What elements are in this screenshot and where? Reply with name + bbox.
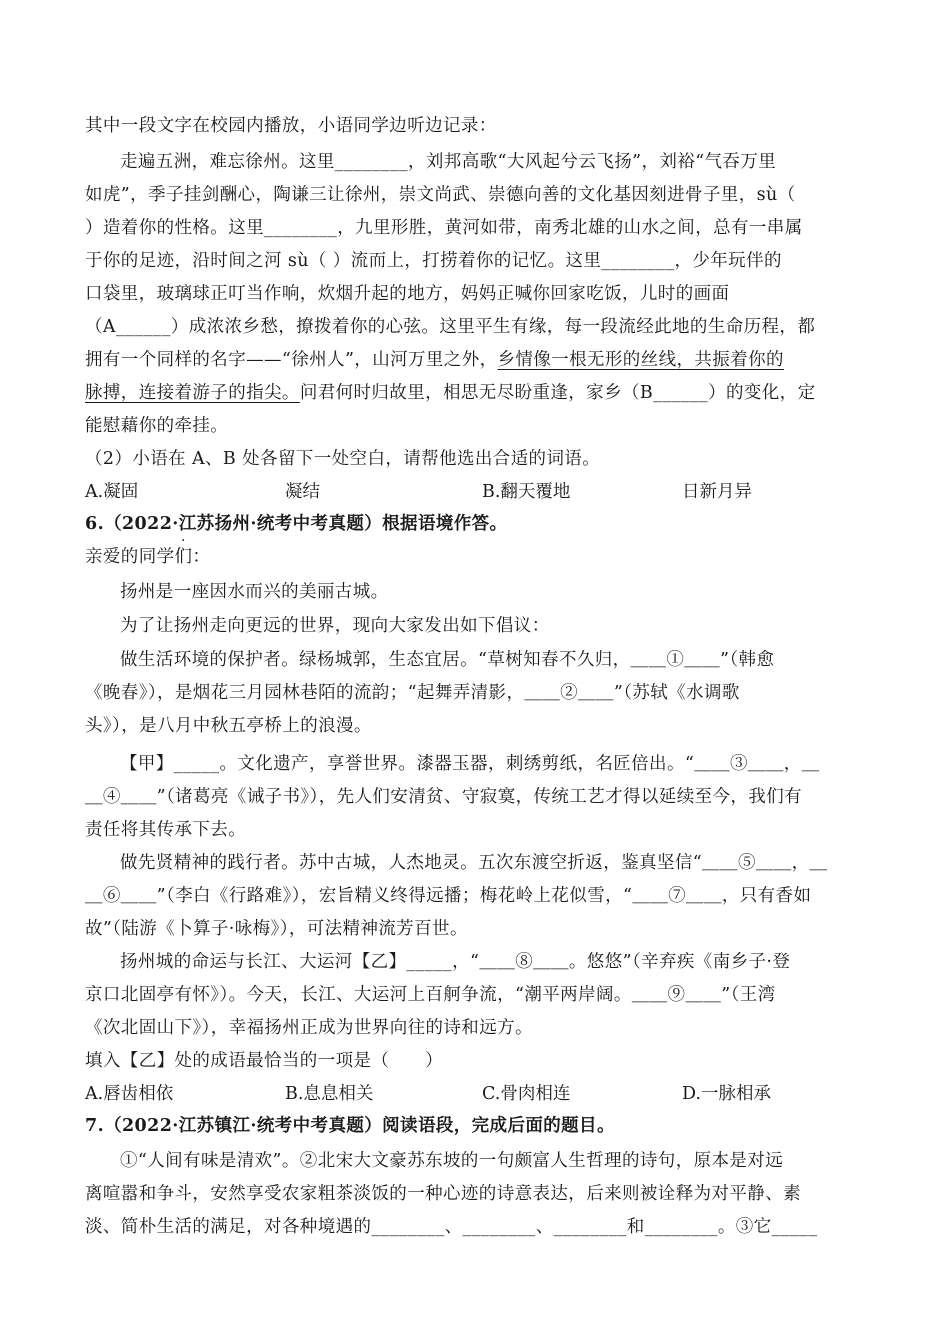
- passage-line: ①“人间有味是清欢”。②北宋大文豪苏东坡的一句颇富人生哲理的诗句，原本是对远: [120, 1151, 784, 1171]
- passage-line: 能慰藉你的牵挂。: [85, 416, 229, 436]
- passage-line: 淡、简朴生活的满足，对各种境遇的________、________、________和________。③它_____: [85, 1217, 818, 1237]
- passage-line: 头》），是八月中秋五亭桥上的浪漫。: [85, 716, 372, 736]
- passage-line: 做先贤精神的践行者。苏中古城，人杰地灵。五次东渡空折返，鉴真坚信“＿＿⑤＿＿，＿: [120, 853, 828, 873]
- passage-text: 问君何时归故里，相思无尽盼重逢，家乡（B______）的变化，定: [299, 383, 816, 403]
- option-c[interactable]: C.骨肉相连: [482, 1084, 571, 1104]
- greeting-text: 亲爱的同学: [85, 547, 175, 567]
- passage-line: 于你的足迹，沿时间之河 sù（ ）流而上，打捞着你的记忆。这里________，少年玩伴的: [85, 251, 782, 271]
- passage-line: [85, 379, 815, 404]
- passage-text: 拥有一个同样的名字——“徐州人”，山河万里之外，: [85, 350, 498, 370]
- passage-line: 扬州是一座因水而兴的美丽古城。: [120, 582, 389, 602]
- passage-intro: 其中一段文字在校园内播放，小语同学边听边记录：: [85, 116, 497, 136]
- underlined-sentence: 脉搏，连接着游子的指尖。: [85, 383, 300, 403]
- question-6-title: 6.（2022·江苏扬州·统考中考真题）根据语境作答。: [85, 514, 508, 534]
- passage-line: 口袋里，玻璃球正叮当作响，炊烟升起的地方，妈妈正喊你回家吃饭，儿时的画面: [85, 284, 730, 304]
- passage-line: ＿⑥＿＿”（李白《行路难》），宏旨精义终得远播；梅花岭上花似雪，“＿＿⑦＿＿，只有香如: [85, 886, 812, 906]
- passage-line: [85, 346, 784, 371]
- emphasis-dot-char: 们: [174, 547, 193, 567]
- passage-line: 离喧嚣和争斗，安然享受农家粗茶淡饭的一种心迹的诗意表达，后来则被诠释为对平静、素: [85, 1184, 801, 1204]
- underlined-sentence: 乡情像一根无形的丝线，共振着你的: [497, 350, 784, 370]
- greeting: [85, 543, 210, 568]
- question-text: 填入【乙】处的成语最恰当的一项是（ ）: [85, 1051, 443, 1071]
- option-b2[interactable]: 日新月异: [682, 482, 752, 502]
- passage-line: 走遍五洲，难忘徐州。这里________，刘邦高歌“大风起兮云飞扬”，刘裕“气吞万里: [120, 152, 777, 172]
- question-text: （2）小语在 A、B 处各留下一处空白，请帮他选出合适的词语。: [85, 449, 601, 469]
- option-a[interactable]: A.唇齿相依: [85, 1084, 174, 1104]
- passage-line: 故”（陆游《卜算子·咏梅》），可法精神流芳百世。: [85, 919, 468, 939]
- greeting-colon: ：: [192, 547, 211, 567]
- passage-line: ＿④＿＿”（诸葛亮《诫子书》），先人们安清贫、守寂寞，传统工艺才得以延续至今，我们有: [85, 787, 802, 807]
- question-7-title: 7.（2022·江苏镇江·统考中考真题）阅读语段，完成后面的题目。: [85, 1116, 615, 1136]
- option-d[interactable]: D.一脉相承: [682, 1084, 771, 1104]
- option-a2[interactable]: 凝结: [285, 482, 320, 502]
- option-b[interactable]: B.息息相关: [285, 1084, 374, 1104]
- passage-line: 【甲】_____。文化遗产，享誉世界。漆器玉器，刺绣剪纸，名匠倍出。“＿＿③＿＿，＿: [120, 754, 820, 774]
- option-a[interactable]: A.凝固: [85, 482, 139, 502]
- passage-line: （A______）成浓浓乡愁，撩拨着你的心弦。这里平生有缘，每一段流经此地的生命历程，都: [85, 317, 816, 337]
- passage-line: 如虎”，季子挂剑酬心，陶谦三让徐州，崇文尚武、崇德向善的文化基因刻进骨子里，sù（: [85, 185, 796, 205]
- passage-line: 责任将其传承下去。: [85, 820, 247, 840]
- passage-line: ）造着你的性格。这里________，九里形胜，黄河如带，南秀北雄的山水之间，总有一串属: [85, 218, 803, 238]
- passage-line: 《次北固山下》），幸福扬州正成为世界向往的诗和远方。: [85, 1018, 533, 1038]
- option-b[interactable]: B.翻天覆地: [482, 482, 571, 502]
- passage-line: 扬州城的命运与长江、大运河【乙】_____，“＿＿⑧＿＿。悠悠”（辛弃疾《南乡子·登: [120, 952, 791, 972]
- passage-line: 做生活环境的保护者。绿杨城郭，生态宜居。“草树知春不久归，＿＿①＿＿”（韩愈: [120, 650, 775, 670]
- passage-line: 《晚春》），是烟花三月园林巷陌的流韵；“起舞弄清影，＿＿②＿＿”（苏轼《水调歌: [85, 683, 740, 703]
- passage-line: 为了让扬州走向更远的世界，现向大家发出如下倡议：: [120, 616, 550, 636]
- passage-line: 京口北固亭有怀》）。今天，长江、大运河上百舸争流，“潮平两岸阔。＿＿⑨＿＿”（王湾: [85, 985, 776, 1005]
